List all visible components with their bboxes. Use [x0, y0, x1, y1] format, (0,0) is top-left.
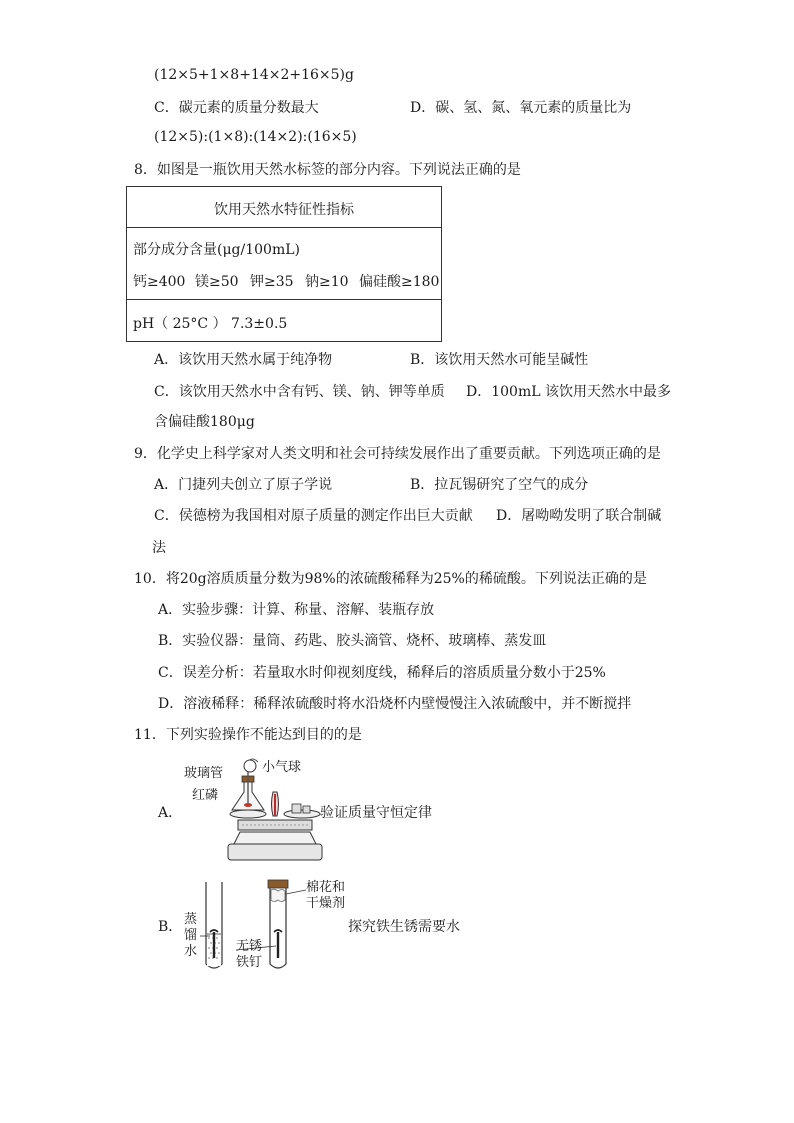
q10-option-d: D．溶液稀释：稀释浓硫酸时将水沿烧杯内壁慢慢注入浓硫酸中，并不断搅拌	[158, 696, 632, 712]
q8-stem: 8．如图是一瓶饮用天然水标签的部分内容。下列说法正确的是	[134, 162, 521, 178]
water-label-divider	[127, 227, 441, 228]
ion-sodium: 钠≥10	[305, 274, 349, 290]
label-rust-free-2: 铁钉	[236, 955, 263, 970]
weight	[292, 804, 301, 813]
q9-option-c: C．侯德榜为我国相对原子质量的测定作出巨大贡献	[154, 508, 473, 524]
label-red-phosphorus: 红磷	[192, 788, 219, 803]
label-cotton-2: 干燥剂	[306, 896, 346, 911]
red-phosphorus	[244, 803, 252, 807]
balance-body	[234, 832, 316, 844]
q10-option-a: A．实验步骤：计算、称量、溶解、装瓶存放	[158, 602, 435, 618]
q9-option-d: D．屠呦呦发明了联合制碱	[496, 508, 662, 524]
q7-formula-line: (12×5+1×8+14×2+16×5)g	[154, 67, 354, 83]
water-label-ph: pH（ 25°C ） 7.3±0.5	[133, 316, 288, 332]
q10-stem: 10．将20g溶质质量分数为98%的浓硫酸稀释为25%的稀硫酸。下列说法正确的是	[134, 571, 647, 587]
q8-option-b: B．该饮用天然水可能呈碱性	[410, 352, 589, 368]
small-balloon-icon	[236, 758, 258, 776]
q7-option-d-continued: (12×5):(1×8):(14×2):(16×5)	[154, 129, 357, 145]
weight	[303, 806, 310, 813]
label-rust-free-1: 无锈	[236, 939, 263, 954]
q8-option-a: A．该饮用天然水属于纯净物	[154, 352, 333, 368]
q7-option-d: D．碳、氢、氮、氧元素的质量比为	[410, 100, 632, 116]
right-pan	[284, 810, 320, 818]
water-label-section: 部分成分含量(μg/100mL)	[133, 242, 300, 258]
q11-option-a-letter: A．	[158, 805, 183, 821]
ion-magnesium: 镁≥50	[195, 274, 239, 290]
cotton-and-desiccant	[271, 889, 285, 901]
q9-option-d-continued: 法	[152, 540, 166, 556]
water-label-table	[126, 186, 442, 342]
label-distilled-water-2: 馏	[184, 928, 198, 943]
q9-option-a: A．门捷列夫创立了原子学说	[154, 477, 333, 493]
tube-stopper	[268, 880, 288, 888]
q10-option-b: B．实验仪器：量筒、药匙、胶头滴管、烧杯、玻璃棒、蒸发皿	[158, 633, 547, 649]
balance-base	[228, 844, 322, 860]
q8-option-d: D．100mL 该饮用天然水中最多	[466, 384, 671, 400]
ion-metasilicic-acid: 偏硅酸≥180	[359, 274, 440, 290]
q11-stem: 11．下列实验操作不能达到目的的是	[134, 727, 362, 743]
q9-option-b: B．拉瓦锡研究了空气的成分	[410, 477, 589, 493]
label-distilled-water-3: 水	[184, 944, 198, 959]
ion-potassium: 钾≥35	[250, 274, 294, 290]
q7-option-c: C．碳元素的质量分数最大	[154, 100, 319, 116]
water-label-ions	[133, 271, 441, 289]
water-label-divider	[127, 299, 441, 300]
water-label-title: 饮用天然水特征性指标	[214, 202, 354, 218]
q10-option-c: C．误差分析：若量取水时仰视刻度线，稀释后的溶质质量分数小于25%	[158, 665, 606, 681]
label-cotton-1: 棉花和	[306, 880, 346, 895]
left-pan	[230, 810, 266, 818]
q8-option-c: C．该饮用天然水中含有钙、镁、钠、钾等单质	[154, 384, 445, 400]
q11-option-a-caption: 验证质量守恒定律	[320, 805, 432, 821]
q9-stem: 9．化学史上科学家对人类文明和社会可持续发展作出了重要贡献。下列选项正确的是	[134, 446, 661, 462]
q11-option-b-caption: 探究铁生锈需要水	[348, 919, 460, 935]
label-distilled-water-1: 蒸	[184, 912, 198, 927]
label-glass-tube: 玻璃管	[184, 766, 224, 781]
ion-calcium: 钙≥400	[133, 274, 186, 290]
q11-option-b-letter: B．	[158, 919, 183, 935]
label-small-balloon: 小气球	[262, 760, 302, 775]
q8-option-d-continued: 含偏硅酸180μg	[154, 414, 255, 430]
